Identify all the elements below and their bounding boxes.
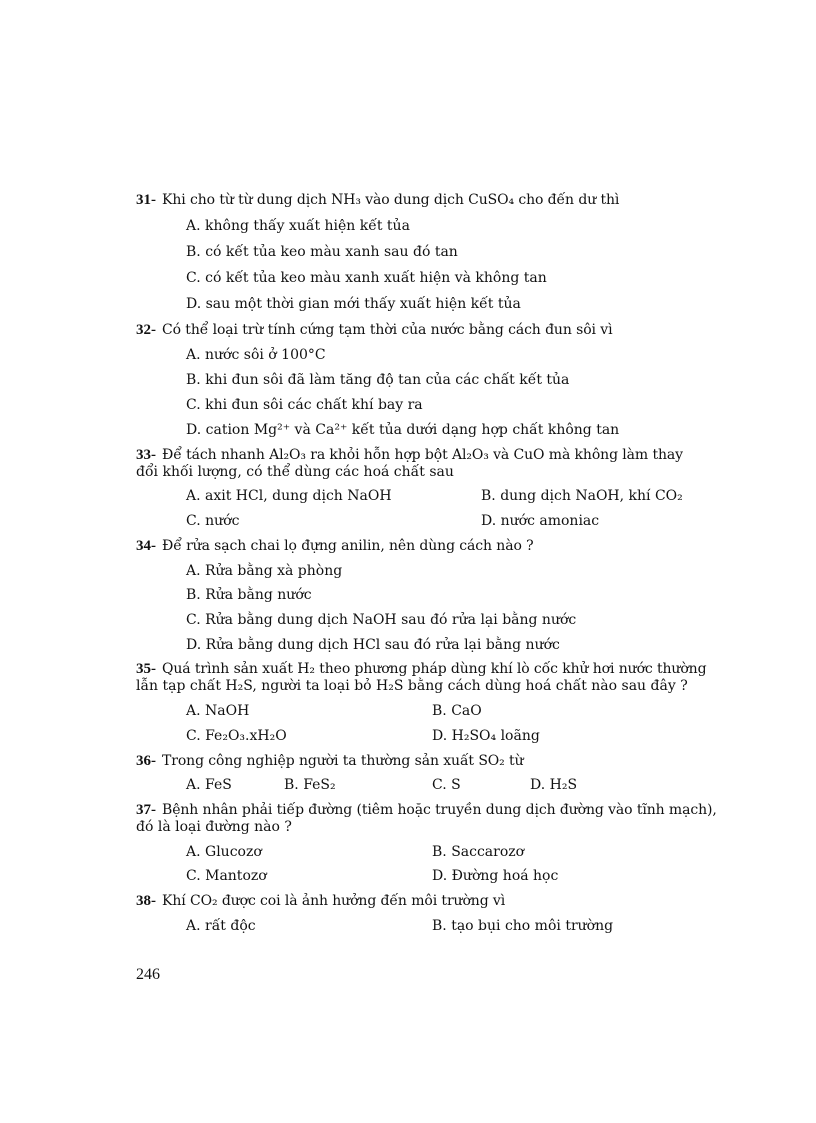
answer-option: D. Đường hoá học [432, 868, 559, 884]
answer-option: A. axit HCl, dung dịch NaOH [186, 488, 392, 504]
question-34-stem [136, 537, 534, 555]
question-number: 35- [136, 661, 156, 677]
answer-option: C. Fe₂O₃.xH₂O [186, 728, 287, 744]
question-32-stem [136, 321, 612, 339]
question-text-continued: đó là loại đường nào ? [136, 819, 292, 835]
answer-option: A. rất độc [186, 918, 256, 934]
question-number: 33- [136, 447, 156, 463]
question-text: Khi cho từ từ dung dịch NH₃ vào dung dịch CuSO₄ cho đến dư thì [162, 192, 620, 208]
question-text-continued: lẫn tạp chất H₂S, người ta loại bỏ H₂S bằng cách dùng hoá chất nào sau đây ? [136, 678, 688, 694]
question-text-continued: đổi khối lượng, có thể dùng các hoá chất sau [136, 464, 454, 480]
answer-option: B. CaO [432, 703, 482, 719]
question-text: Có thể loại trừ tính cứng tạm thời của nước bằng cách đun sôi vì [162, 322, 613, 338]
question-35-stem [136, 660, 706, 678]
question-33-stem [136, 446, 683, 464]
question-text: Để tách nhanh Al₂O₃ ra khỏi hỗn hợp bột Al₂O₃ và CuO mà không làm thay [162, 447, 683, 463]
answer-option: B. Saccarozơ [432, 844, 525, 860]
question-text: Trong công nghiệp người ta thường sản xuất SO₂ từ [162, 753, 524, 769]
answer-option: D. nước amoniac [481, 513, 600, 529]
answer-option: A. NaOH [186, 703, 250, 719]
answer-option: B. có kết tủa keo màu xanh sau đó tan [186, 244, 458, 260]
answer-option: B. dung dịch NaOH, khí CO₂ [481, 488, 683, 504]
answer-option: A. Glucozơ [186, 844, 262, 860]
answer-option: B. tạo bụi cho môi trường [432, 918, 614, 934]
question-number: 38- [136, 893, 156, 909]
question-text: Bệnh nhân phải tiếp đường (tiêm hoặc truyền dung dịch đường vào tĩnh mạch), [162, 802, 717, 818]
question-36-stem [136, 752, 524, 770]
question-31-stem [136, 191, 619, 209]
question-38-stem [136, 892, 505, 910]
answer-option: D. H₂SO₄ loãng [432, 728, 540, 744]
answer-option: A. FeS [186, 777, 232, 793]
answer-option: C. S [432, 777, 461, 793]
answer-option: D. H₂S [530, 777, 578, 793]
answer-option: D. Rửa bằng dung dịch HCl sau đó rửa lại bằng nước [186, 637, 560, 653]
answer-option: B. khi đun sôi đã làm tăng độ tan của các chất kết tủa [186, 372, 570, 388]
answer-option: B. Rửa bằng nước [186, 587, 312, 603]
answer-option: D. cation Mg²⁺ và Ca²⁺ kết tủa dưới dạng hợp chất không tan [186, 422, 620, 438]
question-number: 31- [136, 192, 156, 208]
answer-option: B. FeS₂ [284, 777, 336, 793]
question-number: 34- [136, 538, 156, 554]
answer-option: C. khi đun sôi các chất khí bay ra [186, 397, 423, 413]
answer-option: A. không thấy xuất hiện kết tủa [186, 218, 410, 234]
answer-option: C. nước [186, 513, 240, 529]
question-37-stem [136, 801, 717, 819]
question-number: 36- [136, 753, 156, 769]
answer-option: A. Rửa bằng xà phòng [186, 563, 343, 579]
answer-option: A. nước sôi ở 100°C [186, 347, 326, 363]
answer-option: C. Mantozơ [186, 868, 267, 884]
question-number: 32- [136, 322, 156, 338]
question-text: Khí CO₂ được coi là ảnh hưởng đến môi trường vì [162, 893, 506, 909]
page-number: 246 [136, 966, 160, 983]
answer-option: C. Rửa bằng dung dịch NaOH sau đó rửa lại bằng nước [186, 612, 577, 628]
answer-option: C. có kết tủa keo màu xanh xuất hiện và không tan [186, 270, 547, 286]
answer-option: D. sau một thời gian mới thấy xuất hiện kết tủa [186, 296, 521, 312]
question-number: 37- [136, 802, 156, 818]
question-text: Để rửa sạch chai lọ đựng anilin, nên dùng cách nào ? [162, 538, 534, 554]
question-text: Quá trình sản xuất H₂ theo phương pháp dùng khí lò cốc khử hơi nước thường [162, 661, 707, 677]
